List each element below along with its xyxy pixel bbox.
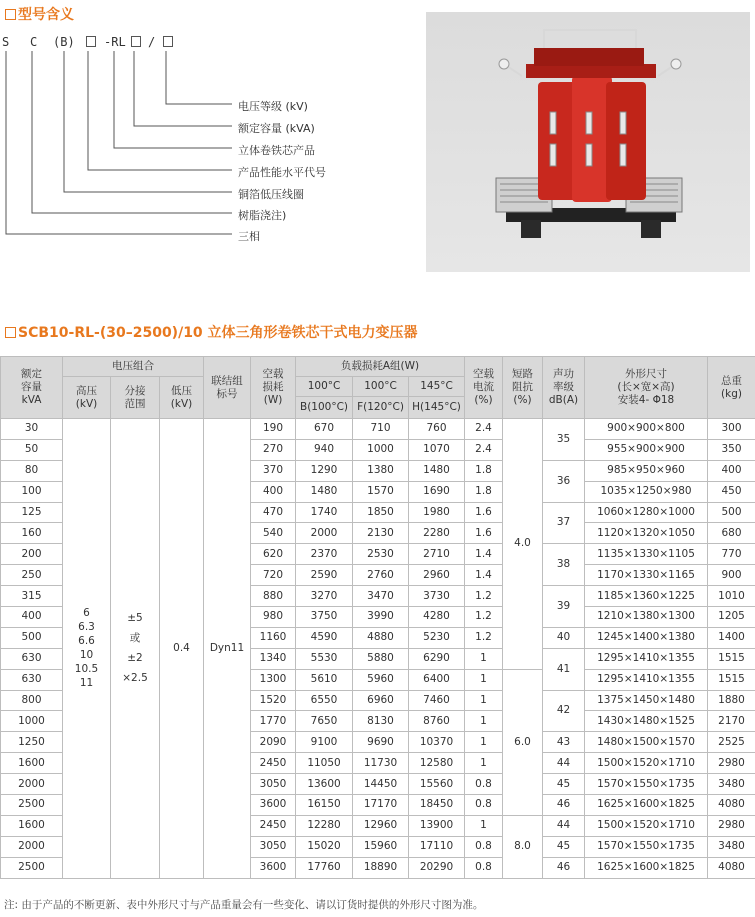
cell-no-load-current: 1 [465,669,503,690]
cell-capacity: 2000 [1,774,63,795]
cell-capacity: 630 [1,669,63,690]
cell-total-weight: 2170 [708,711,755,732]
cell-no-load-current: 0.8 [465,774,503,795]
cell-capacity: 1000 [1,711,63,732]
cell-capacity: 100 [1,481,63,502]
cell-load-loss-b: 3270 [296,586,353,607]
cell-total-weight: 2525 [708,732,755,753]
code-part-s: S [2,35,10,49]
cell-total-weight: 450 [708,481,755,502]
cell-load-loss-f: 8130 [353,711,409,732]
cell-load-loss-f: 11730 [353,753,409,774]
cell-load-loss-h: 6290 [409,648,465,669]
cell-load-loss-h: 20290 [409,857,465,878]
cell-load-loss-f: 3470 [353,586,409,607]
cell-hv-values: 6 6.3 6.6 10 10.5 11 [63,419,111,879]
cell-dimensions: 985×950×960 [585,460,708,481]
cell-load-loss-b: 1290 [296,460,353,481]
cell-total-weight: 500 [708,502,755,523]
cell-load-loss-b: 1480 [296,481,353,502]
legend-wound-core: 立体卷铁芯产品 [238,144,315,157]
cell-no-load-loss: 2450 [251,753,296,774]
cell-capacity: 160 [1,523,63,544]
cell-load-loss-f: 18890 [353,857,409,878]
cell-no-load-loss: 880 [251,586,296,607]
cell-tap-range: ±5 或 ±2 ×2.5 [111,419,160,879]
cell-load-loss-b: 940 [296,439,353,460]
cell-dimensions: 900×900×800 [585,419,708,440]
cell-load-loss-b: 2370 [296,544,353,565]
th-voltage-combo: 电压组合 [63,357,204,377]
cell-no-load-loss: 620 [251,544,296,565]
section-title-product [5,322,418,342]
cell-load-loss-h: 10370 [409,732,465,753]
cell-no-load-loss: 400 [251,481,296,502]
cell-no-load-current: 1.6 [465,523,503,544]
cell-no-load-current: 1.8 [465,481,503,502]
cell-noise-level: 46 [543,857,585,878]
cell-total-weight: 2980 [708,815,755,836]
cell-no-load-loss: 3600 [251,857,296,878]
cell-load-loss-b: 17760 [296,857,353,878]
cell-noise-level: 38 [543,544,585,586]
cell-load-loss-b: 3750 [296,607,353,628]
cell-no-load-current: 1.4 [465,544,503,565]
cell-noise-level: 35 [543,419,585,461]
cell-no-load-loss: 3600 [251,795,296,816]
cell-total-weight: 2980 [708,753,755,774]
cell-load-loss-f: 2530 [353,544,409,565]
cell-noise-level: 44 [543,815,585,836]
cell-no-load-current: 0.8 [465,836,503,857]
cell-vector-group: Dyn11 [204,419,251,879]
code-part-b: (B) [53,35,75,49]
cell-no-load-loss: 270 [251,439,296,460]
cell-load-loss-b: 11050 [296,753,353,774]
cell-load-loss-b: 6550 [296,690,353,711]
cell-load-loss-h: 13900 [409,815,465,836]
cell-noise-level: 36 [543,460,585,502]
th-class-b: B(100°C) [296,397,353,419]
cell-capacity: 500 [1,627,63,648]
th-tap-range: 分接 范围 [111,377,160,419]
cell-noise-level: 45 [543,774,585,795]
cell-total-weight: 1010 [708,586,755,607]
cell-load-loss-h: 8760 [409,711,465,732]
cell-load-loss-h: 1480 [409,460,465,481]
th-temp-100a: 100°C [296,377,353,397]
cell-capacity: 315 [1,586,63,607]
cell-capacity: 200 [1,544,63,565]
cell-no-load-loss: 1520 [251,690,296,711]
cell-load-loss-b: 13600 [296,774,353,795]
cell-total-weight: 1515 [708,669,755,690]
cell-load-loss-h: 1690 [409,481,465,502]
cell-dimensions: 1135×1330×1105 [585,544,708,565]
cell-load-loss-f: 5960 [353,669,409,690]
th-total-weight: 总重 (kg) [708,357,755,419]
th-no-load-current: 空载 电流 (%) [465,357,503,419]
cell-load-loss-h: 1070 [409,439,465,460]
th-impedance: 短路 阻抗 (%) [503,357,543,419]
cell-dimensions: 1625×1600×1825 [585,857,708,878]
cell-load-loss-h: 18450 [409,795,465,816]
cell-noise-level: 43 [543,732,585,753]
cell-no-load-loss: 540 [251,523,296,544]
cell-load-loss-b: 670 [296,419,353,440]
cell-load-loss-h: 2960 [409,565,465,586]
transformer-photo [426,12,750,272]
cell-load-loss-f: 17170 [353,795,409,816]
cell-capacity: 125 [1,502,63,523]
cell-noise-level: 46 [543,795,585,816]
cell-no-load-loss: 370 [251,460,296,481]
code-part-c: C [30,35,38,49]
cell-load-loss-f: 1850 [353,502,409,523]
cell-no-load-current: 0.8 [465,795,503,816]
th-hv: 高压 (kV) [63,377,111,419]
cell-impedance: 6.0 [503,669,543,815]
cell-load-loss-b: 7650 [296,711,353,732]
cell-no-load-loss: 720 [251,565,296,586]
cell-load-loss-f: 4880 [353,627,409,648]
th-class-h: H(145°C) [409,397,465,419]
cell-load-loss-h: 12580 [409,753,465,774]
cell-load-loss-f: 9690 [353,732,409,753]
cell-total-weight: 4080 [708,795,755,816]
code-part-slash: / [148,35,156,49]
cell-no-load-loss: 470 [251,502,296,523]
legend-voltage-level: 电压等级 (kV) [238,100,308,113]
cell-load-loss-b: 5610 [296,669,353,690]
cell-load-loss-h: 5230 [409,627,465,648]
cell-no-load-loss: 980 [251,607,296,628]
cell-impedance: 8.0 [503,815,543,878]
cell-no-load-current: 1.8 [465,460,503,481]
cell-load-loss-f: 5880 [353,648,409,669]
cell-no-load-loss: 2450 [251,815,296,836]
cell-total-weight: 1880 [708,690,755,711]
th-load-loss: 负载损耗A组(W) [296,357,465,377]
cell-noise-level: 41 [543,648,585,690]
cell-noise-level: 37 [543,502,585,544]
cell-no-load-current: 1 [465,648,503,669]
cell-dimensions: 1035×1250×980 [585,481,708,502]
cell-no-load-loss: 3050 [251,774,296,795]
cell-no-load-current: 1 [465,690,503,711]
cell-load-loss-f: 3990 [353,607,409,628]
cell-dimensions: 1500×1520×1710 [585,753,708,774]
cell-load-loss-h: 7460 [409,690,465,711]
cell-noise-level: 40 [543,627,585,648]
table-row [1,419,755,440]
checkbox-square-icon [5,327,16,338]
cell-no-load-loss: 1340 [251,648,296,669]
th-noise: 声功 率级 dB(A) [543,357,585,419]
cell-dimensions: 1295×1410×1355 [585,648,708,669]
cell-dimensions: 1210×1380×1300 [585,607,708,628]
legend-three-phase: 三相 [238,230,260,243]
cell-dimensions: 1570×1550×1735 [585,836,708,857]
cell-load-loss-h: 4280 [409,607,465,628]
cell-no-load-current: 1.2 [465,607,503,628]
legend-copper-foil: 铜箔低压线圈 [238,188,304,201]
legend-rated-capacity: 额定容量 (kVA) [238,122,315,135]
cell-no-load-current: 0.8 [465,857,503,878]
cell-no-load-current: 1 [465,711,503,732]
cell-total-weight: 770 [708,544,755,565]
cell-capacity: 30 [1,419,63,440]
th-temp-145: 145°C [409,377,465,397]
cell-no-load-current: 1.2 [465,627,503,648]
cell-total-weight: 400 [708,460,755,481]
cell-no-load-loss: 1160 [251,627,296,648]
connector-lines [0,0,400,260]
cell-dimensions: 1295×1410×1355 [585,669,708,690]
cell-total-weight: 3480 [708,774,755,795]
cell-lv: 0.4 [160,419,204,879]
cell-no-load-current: 2.4 [465,419,503,440]
cell-capacity: 1600 [1,753,63,774]
cell-dimensions: 1625×1600×1825 [585,795,708,816]
cell-load-loss-b: 5530 [296,648,353,669]
cell-total-weight: 680 [708,523,755,544]
cell-no-load-current: 1.2 [465,586,503,607]
cell-no-load-loss: 1770 [251,711,296,732]
th-class-f: F(120°C) [353,397,409,419]
cell-capacity: 2000 [1,836,63,857]
cell-no-load-current: 1 [465,732,503,753]
cell-dimensions: 1375×1450×1480 [585,690,708,711]
cell-dimensions: 1170×1330×1165 [585,565,708,586]
cell-load-loss-h: 15560 [409,774,465,795]
cell-no-load-current: 1 [465,815,503,836]
cell-load-loss-h: 6400 [409,669,465,690]
cell-no-load-current: 1 [465,753,503,774]
section-title-text: SCB10-RL-(30–2500)/10 立体三角形卷铁芯干式电力变压器 [18,325,418,341]
cell-load-loss-h: 17110 [409,836,465,857]
cell-total-weight: 900 [708,565,755,586]
cell-load-loss-f: 2130 [353,523,409,544]
th-temp-100b: 100°C [353,377,409,397]
cell-capacity: 2500 [1,795,63,816]
cell-noise-level: 42 [543,690,585,732]
cell-noise-level: 39 [543,586,585,628]
cell-dimensions: 1060×1280×1000 [585,502,708,523]
cell-dimensions: 1245×1400×1380 [585,627,708,648]
cell-capacity: 1250 [1,732,63,753]
cell-capacity: 80 [1,460,63,481]
cell-load-loss-f: 14450 [353,774,409,795]
th-lv: 低压 (kV) [160,377,204,419]
cell-load-loss-b: 16150 [296,795,353,816]
cell-capacity: 250 [1,565,63,586]
cell-dimensions: 1430×1480×1525 [585,711,708,732]
cell-dimensions: 1500×1520×1710 [585,815,708,836]
code-part-rl: -RL [104,35,126,49]
table-body [1,419,755,879]
cell-no-load-loss: 2090 [251,732,296,753]
cell-load-loss-f: 15960 [353,836,409,857]
cell-capacity: 50 [1,439,63,460]
cell-no-load-current: 1.6 [465,502,503,523]
cell-load-loss-f: 12960 [353,815,409,836]
cell-load-loss-b: 2590 [296,565,353,586]
spec-table [0,356,755,879]
cell-dimensions: 1570×1550×1735 [585,774,708,795]
cell-load-loss-b: 9100 [296,732,353,753]
cell-dimensions: 955×900×900 [585,439,708,460]
cell-total-weight: 350 [708,439,755,460]
cell-no-load-current: 2.4 [465,439,503,460]
cell-total-weight: 1205 [708,607,755,628]
section-title-text: 型号含义 [18,7,74,23]
cell-total-weight: 1515 [708,648,755,669]
cell-capacity: 1600 [1,815,63,836]
cell-load-loss-f: 1000 [353,439,409,460]
th-rated-capacity: 额定 容量 kVA [1,357,63,419]
cell-load-loss-b: 1740 [296,502,353,523]
cell-capacity: 400 [1,607,63,628]
cell-load-loss-f: 1380 [353,460,409,481]
cell-load-loss-f: 1570 [353,481,409,502]
cell-load-loss-h: 3730 [409,586,465,607]
cell-dimensions: 1185×1360×1225 [585,586,708,607]
cell-load-loss-h: 760 [409,419,465,440]
cell-noise-level: 45 [543,836,585,857]
th-no-load-loss: 空载 损耗 (W) [251,357,296,419]
cell-no-load-current: 1.4 [465,565,503,586]
cell-capacity: 800 [1,690,63,711]
cell-impedance: 4.0 [503,419,543,670]
cell-total-weight: 4080 [708,857,755,878]
cell-total-weight: 3480 [708,836,755,857]
legend-resin-cast: 树脂浇注) [238,209,287,222]
cell-dimensions: 1120×1320×1050 [585,523,708,544]
cell-load-loss-h: 2710 [409,544,465,565]
cell-load-loss-f: 2760 [353,565,409,586]
cell-dimensions: 1480×1500×1570 [585,732,708,753]
cell-noise-level: 44 [543,753,585,774]
cell-load-loss-h: 1980 [409,502,465,523]
th-vector-group: 联结组 标号 [204,357,251,419]
cell-load-loss-b: 4590 [296,627,353,648]
cell-load-loss-b: 15020 [296,836,353,857]
cell-capacity: 2500 [1,857,63,878]
cell-no-load-loss: 1300 [251,669,296,690]
transformer-illustration [426,12,750,272]
cell-load-loss-h: 2280 [409,523,465,544]
cell-no-load-loss: 3050 [251,836,296,857]
model-code-diagram [0,0,400,260]
cell-capacity: 630 [1,648,63,669]
cell-no-load-loss: 190 [251,419,296,440]
cell-load-loss-b: 2000 [296,523,353,544]
footnote: 注: 由于产品的不断更新、表中外形尺寸与产品重量会有一些变化、请以订货时提供的外形尺寸图为准。 [4,899,484,911]
cell-total-weight: 1400 [708,627,755,648]
cell-load-loss-b: 12280 [296,815,353,836]
table-header [1,357,755,419]
cell-load-loss-f: 710 [353,419,409,440]
cell-load-loss-f: 6960 [353,690,409,711]
cell-total-weight: 300 [708,419,755,440]
th-dimensions: 外形尺寸 (长×宽×高) 安装4- Φ18 [585,357,708,419]
legend-performance-code: 产品性能水平代号 [238,166,326,179]
